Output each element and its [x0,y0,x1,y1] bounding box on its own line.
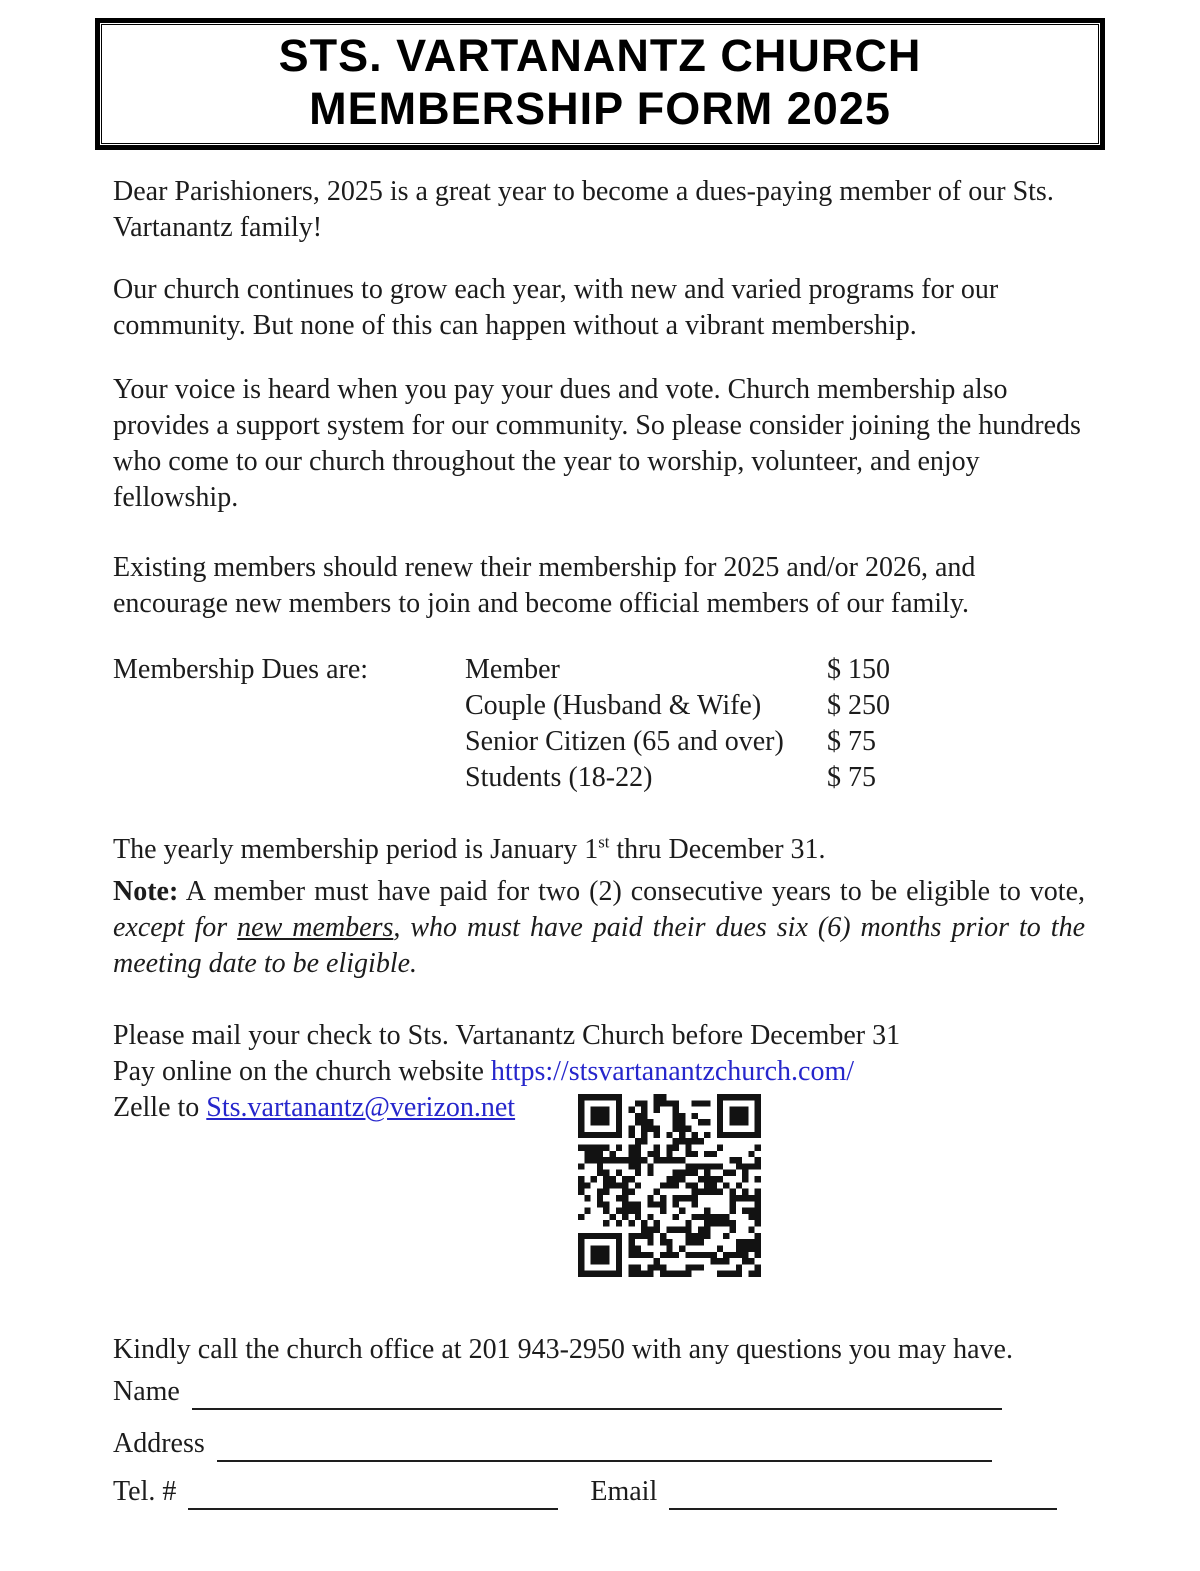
paragraph-renew-membership: Existing members should renew their membership for 2025 and/or 2026, and encourage new members to join and become official members of our family. [113,552,976,619]
payment-section [113,1018,1085,1280]
dues-label: Membership Dues are: [113,654,369,685]
pay-online-line: Pay online on the church website https://stsvartanantzchurch.com/ [113,1056,855,1087]
qr-code [578,1094,761,1277]
dues-category: Senior Citizen (65 and over) [465,726,784,757]
tel-blank-line [188,1476,558,1510]
zelle-email-link[interactable]: Sts.vartanantz@verizon.net [206,1092,516,1123]
church-website-link[interactable]: https://stsvartanantzchurch.com/ [490,1056,855,1087]
period-line: The yearly membership period is January 1st thru December 31. [113,832,826,865]
contact-office-line: Kindly call the church office at 201 943-2950 with any questions you may have. [113,1334,1013,1365]
tel-email-field-row [113,1474,1085,1510]
dues-category: Member [465,654,560,685]
paragraph-dear-parishioners: Dear Parishioners, 2025 is a great year to become a dues-paying member of our Sts. Vartanantz family! [113,176,1054,243]
document-body [0,174,1200,1510]
name-blank-line [192,1376,1002,1410]
note-label: Note: [113,876,179,907]
tel-label: Tel. # [113,1476,177,1507]
dues-row [113,652,1085,688]
address-label: Address [113,1428,205,1459]
dues-row [113,724,1085,760]
dues-row [113,760,1085,796]
dues-amount: $ 75 [827,726,876,757]
ordinal-superscript: st [598,832,610,852]
dues-amount: $ 150 [827,654,890,685]
mail-check-line: Please mail your check to Sts. Vartanantz Church before December 31 [113,1020,901,1051]
note-italic-text: except for [113,912,238,943]
name-field-row [113,1374,1085,1410]
membership-period-section [113,832,1085,982]
page-title-inner-border [101,24,1099,144]
note-text: A member must have paid for two (2) consecutive years to be eligible to vote, [178,876,1085,907]
name-label: Name [113,1376,180,1407]
dues-amount: $ 250 [827,690,890,721]
dues-category: Students (18-22) [465,762,653,793]
dues-row [113,688,1085,724]
title-line-1: STS. VARTANANTZ CHURCH [278,30,922,81]
address-blank-line [217,1428,992,1462]
note-underlined-phrase: new members [237,912,394,943]
note-paragraph [113,874,1085,982]
page-title-box [95,18,1105,150]
note-italic-text: , who must have paid their dues six (6) months prior to the meeting date to be eligible. [113,912,1085,979]
email-blank-line [669,1476,1057,1510]
zelle-line: Zelle to Sts.vartanantz@verizon.net [113,1092,516,1123]
address-field-row [113,1426,1085,1462]
paragraph-your-voice: Your voice is heard when you pay your dues and vote. Church membership also provides a support system for our community. So please consider joining the hundreds who come to our church throughout the year to worship, volunteer, and enjoy fellowship. [113,374,1081,513]
dues-amount: $ 75 [827,762,876,793]
paragraph-church-growth: Our church continues to grow each year, with new and varied programs for our community. But none of this can happen without a vibrant membership. [113,274,999,341]
title-line-2: MEMBERSHIP FORM 2025 [309,83,891,134]
email-label: Email [590,1476,658,1507]
dues-category: Couple (Husband & Wife) [465,690,762,721]
dues-table [113,652,1085,796]
